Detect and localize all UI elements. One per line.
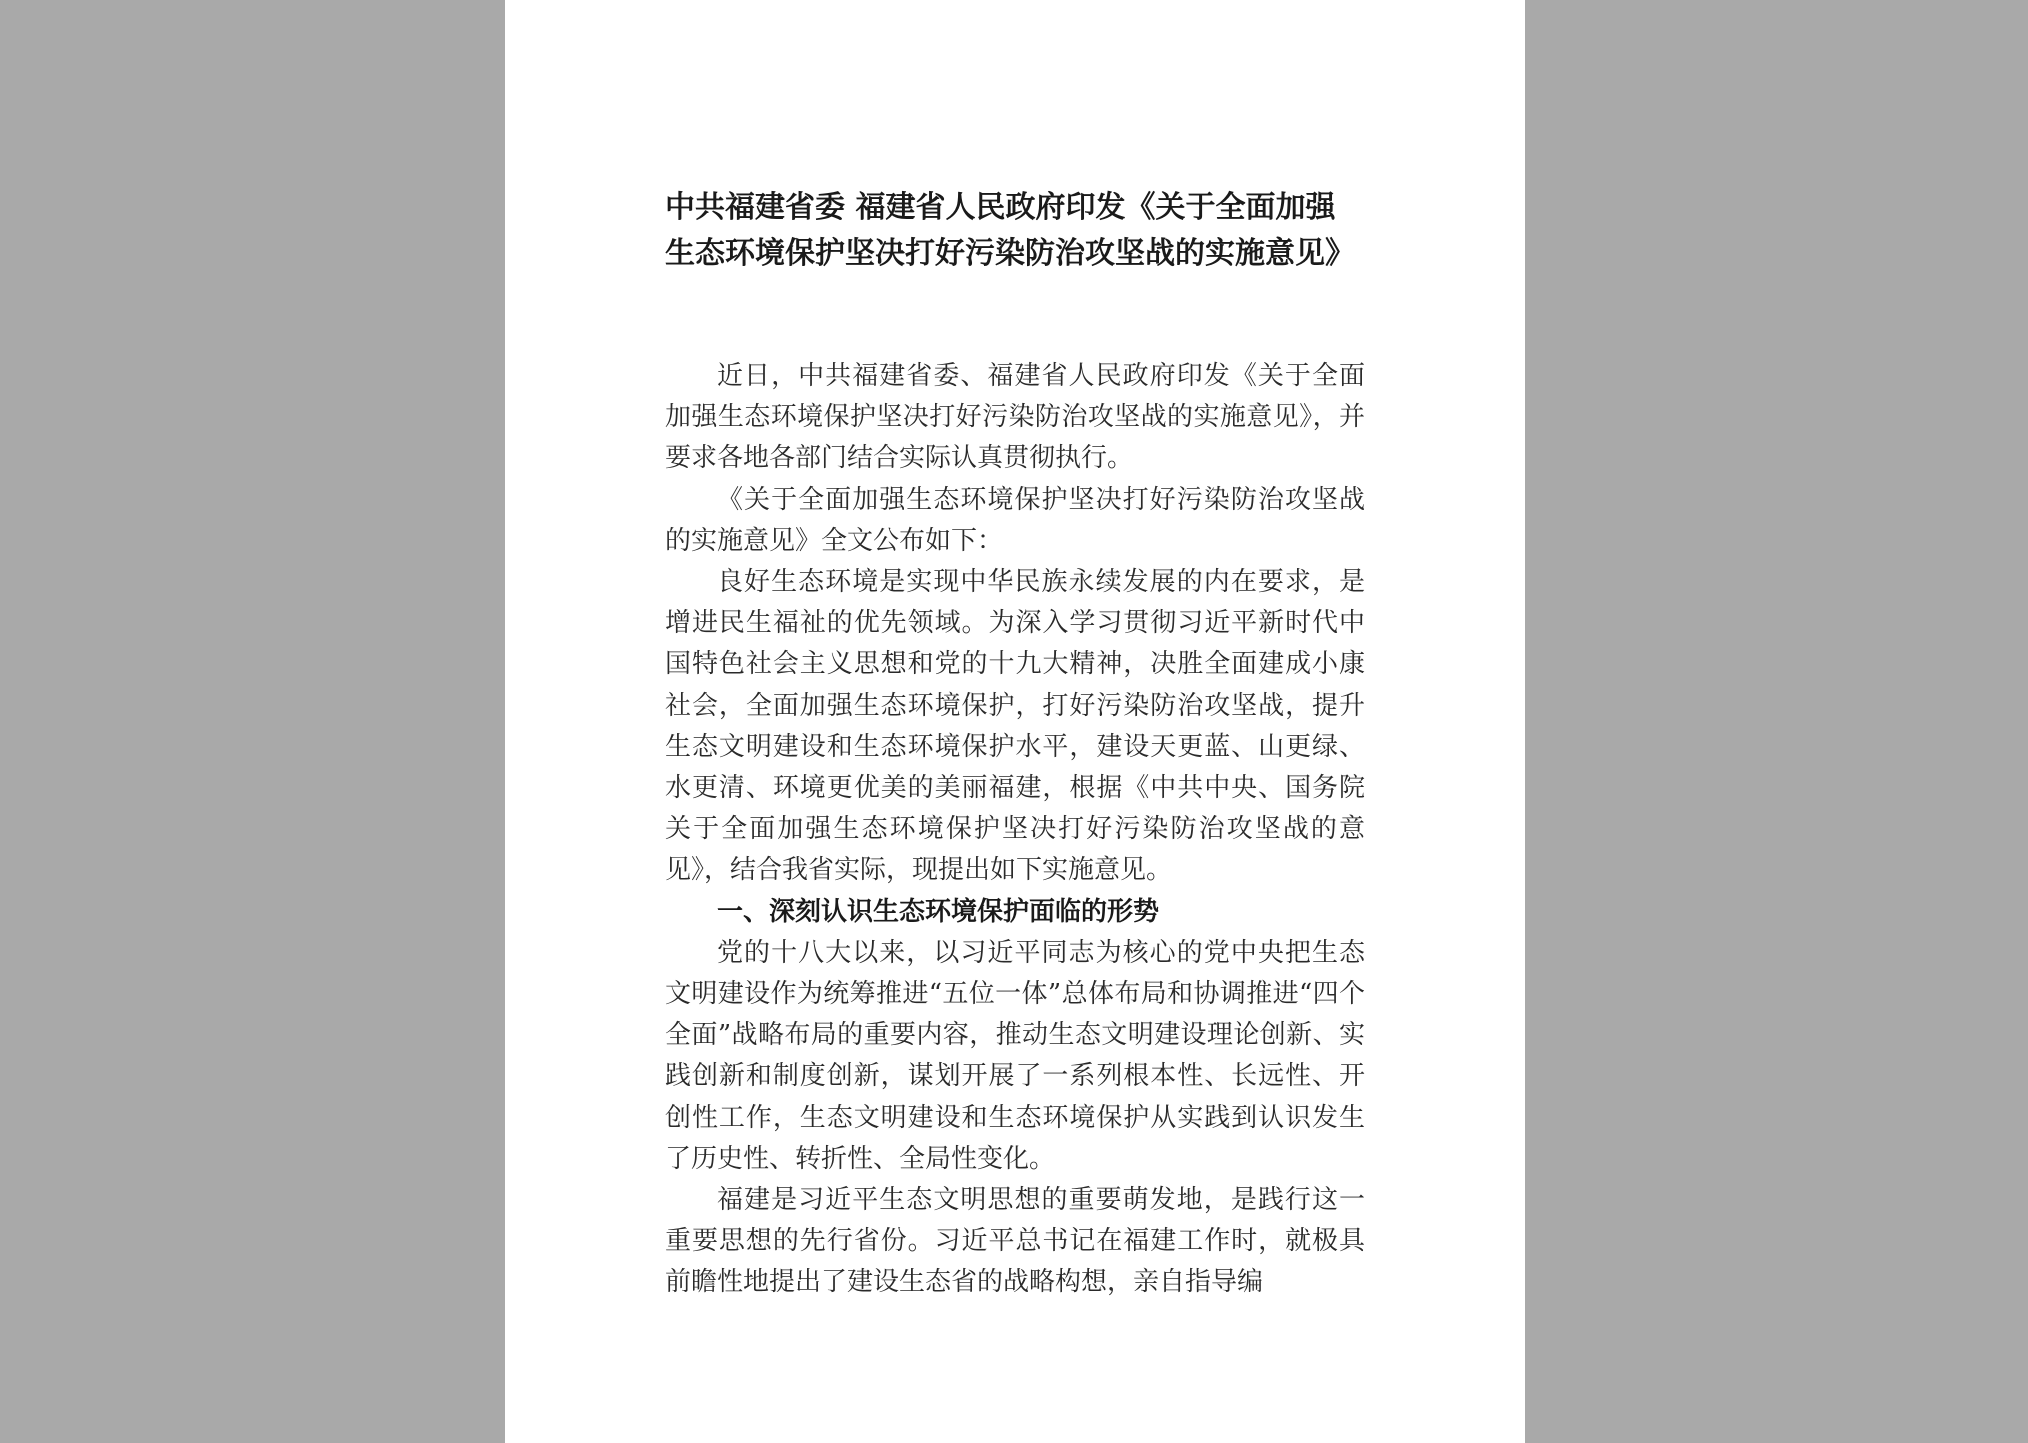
document-page xyxy=(505,0,1525,1443)
document-title-line-2: 生态环境保护坚决打好污染防治攻坚战的实施意见》 xyxy=(665,236,1355,271)
document-title-line-1: 中共福建省委 福建省人民政府印发《关于全面加强 xyxy=(665,190,1336,225)
paragraph-section1-2: 福建是习近平生态文明思想的重要萌发地，是践行这一重要思想的先行省份。习近平总书记在福建工作时，就极具前瞻性地提出了建设生态省的战略构想，亲自指导编 xyxy=(665,1185,1365,1298)
paragraph-intro: 近日，中共福建省委、福建省人民政府印发《关于全面加强生态环境保护坚决打好污染防治攻坚战的实施意见》，并要求各地各部门结合实际认真贯彻执行。 xyxy=(665,361,1365,474)
document-title xyxy=(665,185,1397,277)
document-body xyxy=(665,356,1365,1304)
paragraph-announcement: 《关于全面加强生态环境保护坚决打好污染防治攻坚战的实施意见》全文公布如下： xyxy=(665,484,1365,556)
section-heading-1: 一、深刻认识生态环境保护面临的形势 xyxy=(717,896,1160,927)
paragraph-section1-1: 党的十八大以来，以习近平同志为核心的党中央把生态文明建设作为统筹推进“五位一体”总体布局和协调推进“四个全面”战略布局的重要内容，推动生态文明建设理论创新、实践创新和制度创新，谋划开展了一系列根本性、长远性、开创性工作，生态文明建设和生态环境保护从实践到认识发生了历史性、转折性、全局性变化。 xyxy=(665,937,1365,1174)
paragraph-preamble: 良好生态环境是实现中华民族永续发展的内在要求，是增进民生福祉的优先领域。为深入学习贯彻习近平新时代中国特色社会主义思想和党的十九大精神，决胜全面建成小康社会，全面加强生态环境保护，打好污染防治攻坚战，提升生态文明建设和生态环境保护水平，建设天更蓝、山更绿、水更清、环境更优美的美丽福建，根据《中共中央、国务院关于全面加强生态环境保护坚决打好污染防治攻坚战的意见》，结合我省实际，现提出如下实施意见。 xyxy=(665,567,1365,886)
